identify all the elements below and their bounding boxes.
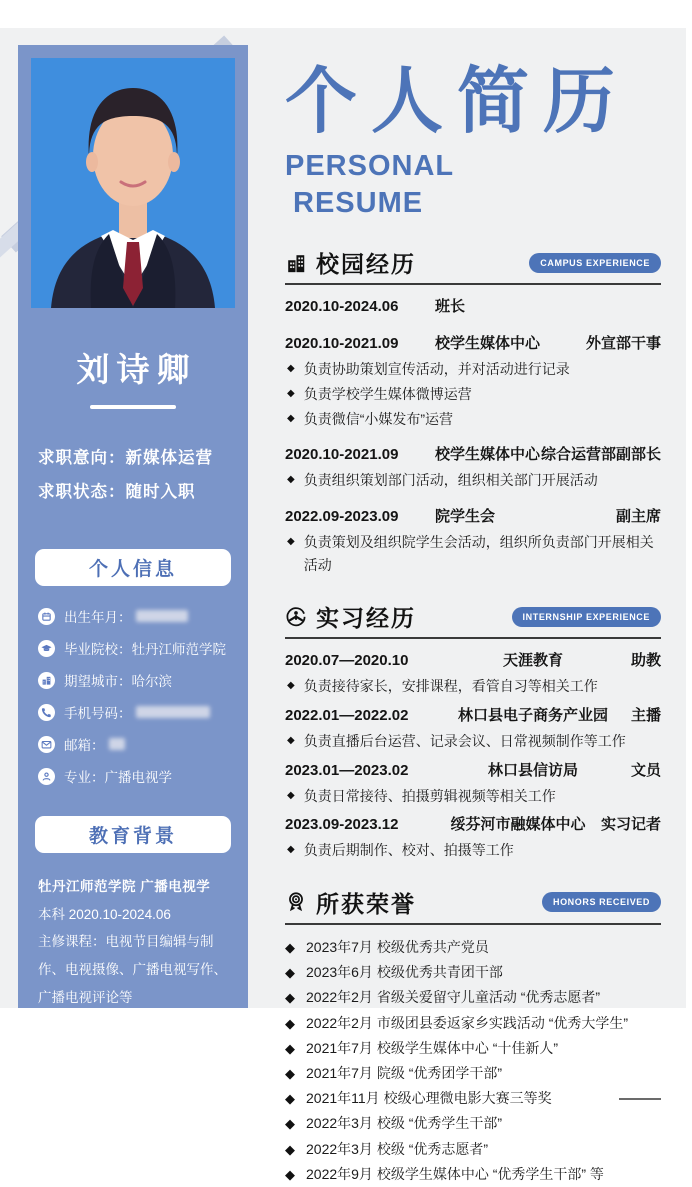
honor-item <box>285 985 661 1010</box>
diamond-icon: ◆ <box>287 734 295 746</box>
decorative-dash <box>619 1098 661 1100</box>
honor-item <box>285 1061 661 1086</box>
personal-info-header <box>35 549 231 586</box>
info-label: 毕业院校： <box>64 642 132 657</box>
diamond-icon: ◆ <box>287 535 295 547</box>
info-row <box>38 638 240 658</box>
experience-entry <box>285 295 661 319</box>
entry-org: 绥芬河市融媒体中心 <box>450 816 586 834</box>
city-icon <box>38 672 55 689</box>
entry-header <box>285 649 661 673</box>
job-intent-row <box>38 441 248 475</box>
sections-container <box>285 246 661 1187</box>
subtitle-line: RESUME <box>293 187 424 220</box>
diamond-icon: ◆ <box>287 474 295 486</box>
phone-icon <box>38 704 55 721</box>
info-row <box>38 670 240 690</box>
honor-text: 2022年9月 校级学生媒体中心 “优秀学生干部” 等 <box>306 1165 604 1182</box>
info-row <box>38 702 240 722</box>
diamond-icon: ◆ <box>285 1166 295 1182</box>
entry-date: 2020.10-2021.09 <box>285 335 399 353</box>
bullet-text: 负责接待家长，安排课程，看管自习等相关工作 <box>303 678 598 695</box>
info-value: 广播电视学 <box>104 770 172 785</box>
progress-fill <box>42 1023 149 1030</box>
page-title: 个人简历 <box>285 62 630 142</box>
job-intent-label: 求职意向： <box>38 449 126 467</box>
profile-photo <box>31 58 235 308</box>
honor-text: 2022年2月 市级团县委返家乡实践活动 “优秀大学生” <box>306 1014 629 1031</box>
diamond-icon: ◆ <box>287 844 295 856</box>
bullet-item <box>285 358 661 381</box>
entry-org: 天涯教育 <box>502 652 563 670</box>
bullet-item <box>285 383 661 406</box>
info-row <box>38 606 240 626</box>
entry-header <box>285 295 661 319</box>
info-label: 专业： <box>64 770 105 785</box>
medal-icon <box>285 891 307 913</box>
bullet-text: 负责直播后台运营、记录会议、日常视频制作等工作 <box>303 732 626 749</box>
graduation-cap-icon <box>38 640 55 657</box>
progress-bar <box>42 1023 176 1030</box>
main-column <box>285 62 661 1187</box>
honor-text: 2023年6月 校级优秀共青团干部 <box>306 964 503 981</box>
honor-item <box>285 1011 661 1036</box>
honor-item <box>285 1036 661 1061</box>
diamond-icon: ◆ <box>285 1091 295 1107</box>
honor-text: 2022年3月 校级 “优秀学生干部” <box>306 1115 503 1132</box>
experience-entry <box>285 505 661 576</box>
entry-date: 2022.09-2023.09 <box>285 507 399 525</box>
entry-header <box>285 332 661 356</box>
personal-info-list <box>38 606 240 786</box>
entry-date: 2020.10-2021.09 <box>285 446 399 464</box>
diamond-icon: ◆ <box>285 1116 295 1132</box>
honor-list <box>285 935 661 1187</box>
entry-role: 文员 <box>630 761 661 779</box>
info-row <box>38 734 240 754</box>
paper-background <box>0 28 686 1182</box>
entry-org: 校学生媒体中心 <box>435 446 541 464</box>
diamond-icon: ◆ <box>287 363 295 375</box>
info-value: 哈尔滨 <box>131 674 172 689</box>
page-subtitle <box>285 148 661 222</box>
bullet-item <box>285 469 661 492</box>
education-header <box>35 816 231 853</box>
honor-item <box>285 1137 661 1162</box>
entry-org: 林口县信访局 <box>487 761 578 779</box>
diamond-icon: ◆ <box>285 1015 295 1031</box>
diamond-icon: ◆ <box>285 1040 295 1056</box>
diamond-icon: ◆ <box>285 990 295 1006</box>
section-badge: HONORS RECEIVED <box>542 892 661 912</box>
info-label: 期望城市： <box>64 674 132 689</box>
honor-text: 2022年2月 省级关爱留守儿童活动 “优秀志愿者” <box>306 989 601 1006</box>
entry-header <box>285 443 661 467</box>
entry-role: 主播 <box>630 706 661 724</box>
section-title: 所获荣誉 <box>316 890 416 917</box>
honor-text: 2023年7月 校级优秀共产党员 <box>306 938 489 955</box>
redacted-value <box>109 738 125 750</box>
experience-entry <box>285 813 661 862</box>
honor-item <box>285 1086 661 1111</box>
bullet-item <box>285 730 661 753</box>
education-degree-period: 本科 2020.10-2024.06 <box>38 906 171 922</box>
info-label: 手机号码： <box>64 706 132 721</box>
education-courses: 主修课程：电视节目编辑与制作、电视摄像、广播电视写作、广播电视评论等 <box>38 934 227 1005</box>
person-icon <box>38 768 55 785</box>
honor-item <box>285 935 661 960</box>
honor-item <box>285 1162 661 1187</box>
bullet-text: 负责后期制作、校对、拍摄等工作 <box>303 842 514 859</box>
mail-icon <box>38 736 55 753</box>
experience-entry <box>285 759 661 808</box>
job-intent-block <box>38 441 248 509</box>
section-rule <box>285 923 661 925</box>
building-icon <box>285 252 307 274</box>
bullet-item <box>285 839 661 862</box>
section-badge: CAMPUS EXPERIENCE <box>529 253 661 273</box>
diamond-icon: ◆ <box>287 412 295 424</box>
redacted-value <box>136 610 188 622</box>
section-honors <box>285 886 661 1187</box>
honor-text: 2021年7月 院级 “优秀团学干部” <box>306 1064 503 1081</box>
entry-header <box>285 759 661 783</box>
education-block <box>38 873 230 1011</box>
diamond-icon: ◆ <box>287 387 295 399</box>
sidebar <box>18 45 248 1008</box>
experience-entry <box>285 649 661 698</box>
section-rule <box>285 283 661 285</box>
bullet-item <box>285 531 661 576</box>
entry-date: 2020.07—2020.10 <box>285 652 409 670</box>
name-underline <box>90 405 176 409</box>
diamond-icon: ◆ <box>285 939 295 955</box>
entry-date: 2023.09-2023.12 <box>285 816 399 834</box>
bullet-text: 负责微信“小媒发布”运营 <box>303 410 454 427</box>
honor-text: 2021年7月 校级学生媒体中心 “十佳新人” <box>306 1039 559 1056</box>
entry-role: 助教 <box>630 652 661 670</box>
honor-item <box>285 1111 661 1136</box>
candidate-name: 刘诗卿 <box>76 351 197 388</box>
honor-text: 2022年3月 校级 “优秀志愿者” <box>306 1140 489 1157</box>
diamond-icon: ◆ <box>287 680 295 692</box>
subtitle-line: PERSONAL <box>285 150 455 182</box>
section-campus <box>285 246 661 576</box>
entry-org: 院学生会 <box>435 507 496 525</box>
job-intent-value: 新媒体运营 <box>125 449 213 467</box>
diamond-icon: ◆ <box>285 1065 295 1081</box>
entry-date: 2023.01—2023.02 <box>285 761 409 779</box>
info-label: 邮箱： <box>64 738 105 753</box>
entry-header <box>285 813 661 837</box>
portrait-silhouette <box>31 58 235 308</box>
experience-entry <box>285 704 661 753</box>
bullet-text: 负责组织策划部门活动，组织相关部门开展活动 <box>303 472 598 489</box>
info-value: 牡丹江师范学院 <box>131 642 226 657</box>
entry-org: 林口县电子商务产业园 <box>457 706 608 724</box>
bullet-text: 负责协助策划宣传活动，并对活动进行记录 <box>303 361 570 378</box>
entry-date: 2020.10-2024.06 <box>285 298 399 316</box>
diamond-icon: ◆ <box>285 1141 295 1157</box>
entry-org: 校学生媒体中心 <box>435 335 541 353</box>
entry-header <box>285 505 661 529</box>
honor-text: 2021年11月 校级心理微电影大赛三等奖 <box>306 1090 552 1107</box>
section-internship <box>285 600 661 862</box>
redacted-value <box>136 706 210 718</box>
section-header <box>285 886 661 919</box>
info-label: 出生年月： <box>64 610 132 625</box>
bullet-item <box>285 408 661 431</box>
section-header <box>285 600 661 633</box>
bullet-item <box>285 675 661 698</box>
job-intent-row <box>38 475 248 509</box>
entry-role: 副主席 <box>615 507 661 525</box>
calendar-icon <box>38 608 55 625</box>
section-title: 实习经历 <box>316 605 416 632</box>
entry-org: 班长 <box>435 298 466 316</box>
bullet-item <box>285 785 661 808</box>
entry-role: 外宣部干事 <box>585 335 661 353</box>
diamond-icon: ◆ <box>285 965 295 981</box>
job-intent-value: 随时入职 <box>125 483 196 501</box>
section-title: 校园经历 <box>316 251 416 278</box>
bullet-text: 负责日常接待、拍摄剪辑视频等相关工作 <box>303 787 556 804</box>
job-intent-label: 求职状态： <box>38 483 126 501</box>
entry-role: 综合运营部副部长 <box>540 446 661 464</box>
entry-date: 2022.01—2022.02 <box>285 706 409 724</box>
entry-role: 实习记者 <box>600 816 661 834</box>
education-title: 教育背景 <box>88 826 177 847</box>
presenter-icon <box>285 606 307 628</box>
experience-entry <box>285 443 661 492</box>
bullet-text: 负责策划及组织院学生会活动，组织所负责部门开展相关活动 <box>303 533 654 573</box>
education-school-major: 牡丹江师范学院 广播电视学 <box>38 879 211 894</box>
honor-item <box>285 960 661 985</box>
experience-entry <box>285 332 661 430</box>
info-row <box>38 766 240 786</box>
entry-header <box>285 704 661 728</box>
section-header <box>285 246 661 279</box>
section-badge: INTERNSHIP EXPERIENCE <box>512 607 661 627</box>
personal-info-title: 个人信息 <box>88 559 177 580</box>
bullet-text: 负责学校学生媒体微博运营 <box>303 385 472 402</box>
section-rule <box>285 637 661 639</box>
diamond-icon: ◆ <box>287 789 295 801</box>
